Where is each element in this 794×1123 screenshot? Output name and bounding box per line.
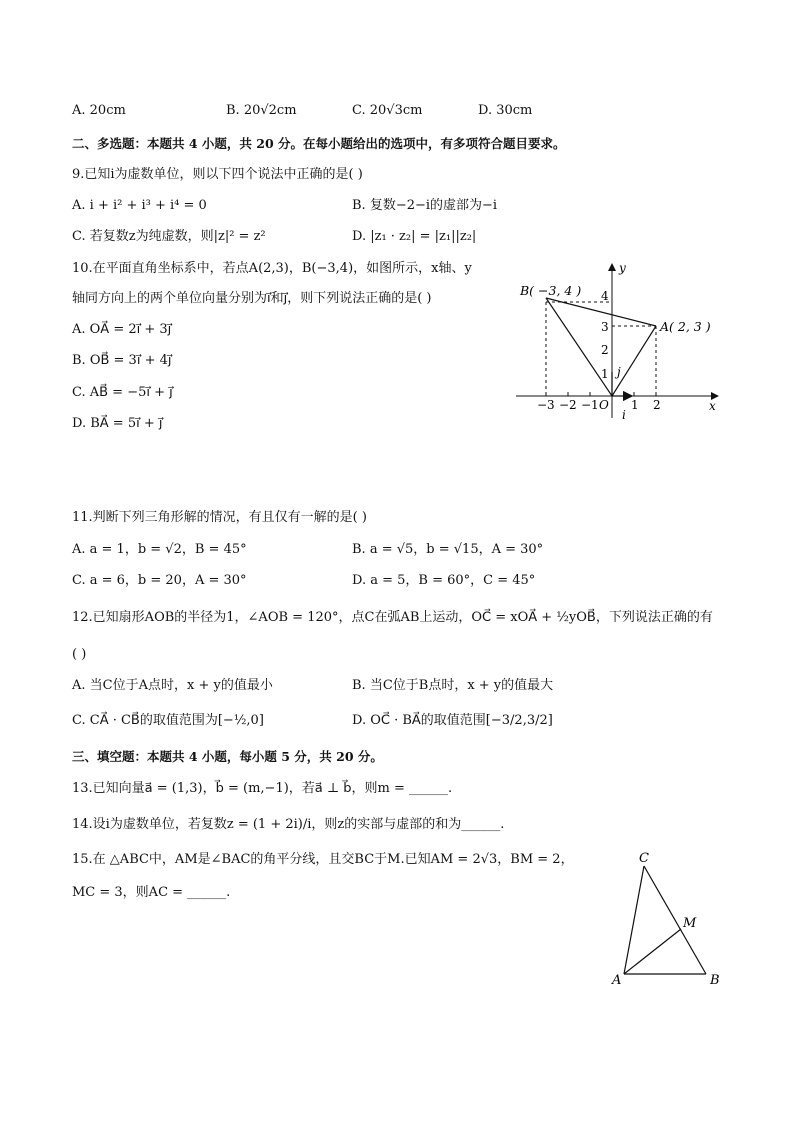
tick-y-3: 3 — [601, 320, 609, 334]
q9-option-c: C. 若复数z为纯虚数，则|z|² = z² — [72, 229, 266, 244]
vertex-a-label: A — [612, 973, 622, 988]
q8-option-b: B. 20√2cm — [226, 103, 297, 118]
q8-option-a: A. 20cm — [72, 103, 126, 118]
vector-j-label: j — [617, 365, 621, 379]
q13-stem: 13.已知向量a⃗ = (1,3)，b⃗ = (m,−1)，若a⃗ ⊥ b⃗，则m = ______. — [72, 781, 453, 796]
origin-label: O — [599, 398, 609, 412]
q11-stem: 11.判断下列三角形解的情况，有且仅有一解的是( ) — [72, 510, 367, 525]
tick-y-1: 1 — [601, 367, 609, 381]
q9-option-b: B. 复数−2−i的虚部为−i — [352, 198, 498, 213]
side-ac — [624, 866, 644, 974]
point-a-label: A( 2, 3 ) — [660, 319, 711, 334]
q11-option-d: D. a = 5，B = 60°，C = 45° — [352, 573, 536, 588]
section-3-heading: 三、填空题：本题共 4 小题，每小题 5 分，共 20 分。 — [72, 749, 383, 764]
x-axis-label: x — [709, 399, 716, 413]
q12-option-d: D. OC⃗ · BA⃗的取值范围[−3/2,3/2] — [352, 713, 553, 728]
tick-x-2: 2 — [653, 398, 661, 412]
point-b-label: B( −3, 4 ) — [520, 283, 582, 298]
q15-stem-line1: 15.在 △ABC中，AM是∠BAC的角平分线，且交BC于M.已知AM = 2√3，BM = 2， — [72, 852, 574, 867]
q9-option-d: D. |z₁ · z₂| = |z₁||z₂| — [352, 229, 477, 244]
q12-option-b: B. 当C位于B点时，x + y的值最大 — [352, 678, 554, 693]
tick-y-4: 4 — [601, 289, 609, 303]
q12-option-a: A. 当C位于A点时，x + y的值最小 — [72, 678, 273, 693]
vertex-b-label: B — [710, 973, 720, 988]
side-cb — [644, 866, 706, 974]
q10-option-a: A. OA⃗ = 2i⃗ + 3j⃗ — [72, 322, 172, 337]
q8-option-d: D. 30cm — [478, 103, 533, 118]
q11-option-b: B. a = √5，b = √15，A = 30° — [352, 542, 544, 557]
tick-y-2: 2 — [601, 343, 609, 357]
q9-stem: 9.已知i为虚数单位，则以下四个说法中正确的是( ) — [72, 167, 363, 182]
q9-option-a: A. i + i² + i³ + i⁴ = 0 — [72, 198, 207, 213]
q11-option-a: A. a = 1，b = √2，B = 45° — [72, 542, 247, 557]
q11-option-c: C. a = 6，b = 20，A = 30° — [72, 573, 247, 588]
q10-option-b: B. OB⃗ = 3i⃗ + 4j⃗ — [72, 353, 172, 368]
q14-stem: 14.设i为虚数单位，若复数z = (1 + 2i)/i，则z的实部与虚部的和为______. — [72, 817, 505, 832]
segment-oa — [612, 326, 656, 396]
tick-x-neg3: −3 — [537, 398, 555, 412]
vertex-c-label: C — [639, 851, 649, 866]
q8-option-c: C. 20√3cm — [352, 103, 423, 118]
q15-stem-line2: MC = 3，则AC = ______. — [72, 885, 231, 900]
q12-option-c: C. CA⃗ · CB⃗的取值范围为[−½,0] — [72, 713, 264, 728]
point-m-label: M — [683, 916, 697, 931]
q12-stem-line1: 12.已知扇形AOB的半径为1，∠AOB = 120°，点C在弧AB上运动，OC⃗ = xOA⃗ + ½yOB⃗，下列说法正确的有 — [72, 610, 713, 625]
q10-stem-line2: 轴同方向上的两个单位向量分别为i⃗和j⃗，则下列说法正确的是( ) — [72, 291, 432, 306]
q12-stem-line2: ( ) — [72, 647, 87, 662]
y-axis-label: y — [619, 261, 626, 275]
bisector-am — [624, 929, 681, 974]
q10-stem-line1: 10.在平面直角坐标系中，若点A(2,3)，B(−3,4)，如图所示，x轴、y — [72, 261, 472, 276]
q10-option-d: D. BA⃗ = 5i⃗ + j⃗ — [72, 416, 163, 431]
tick-x-neg1: −1 — [581, 398, 599, 412]
q10-option-c: C. AB⃗ = −5i⃗ + j⃗ — [72, 385, 173, 400]
vector-i-label: i — [622, 408, 626, 422]
q10-coordinate-figure — [508, 258, 730, 428]
section-2-heading: 二、多选题：本题共 4 小题，共 20 分。在每小题给出的选项中，有多项符合题目要求。 — [72, 136, 566, 151]
tick-x-neg2: −2 — [559, 398, 577, 412]
q15-triangle-figure — [604, 846, 734, 992]
tick-x-1: 1 — [631, 398, 639, 412]
